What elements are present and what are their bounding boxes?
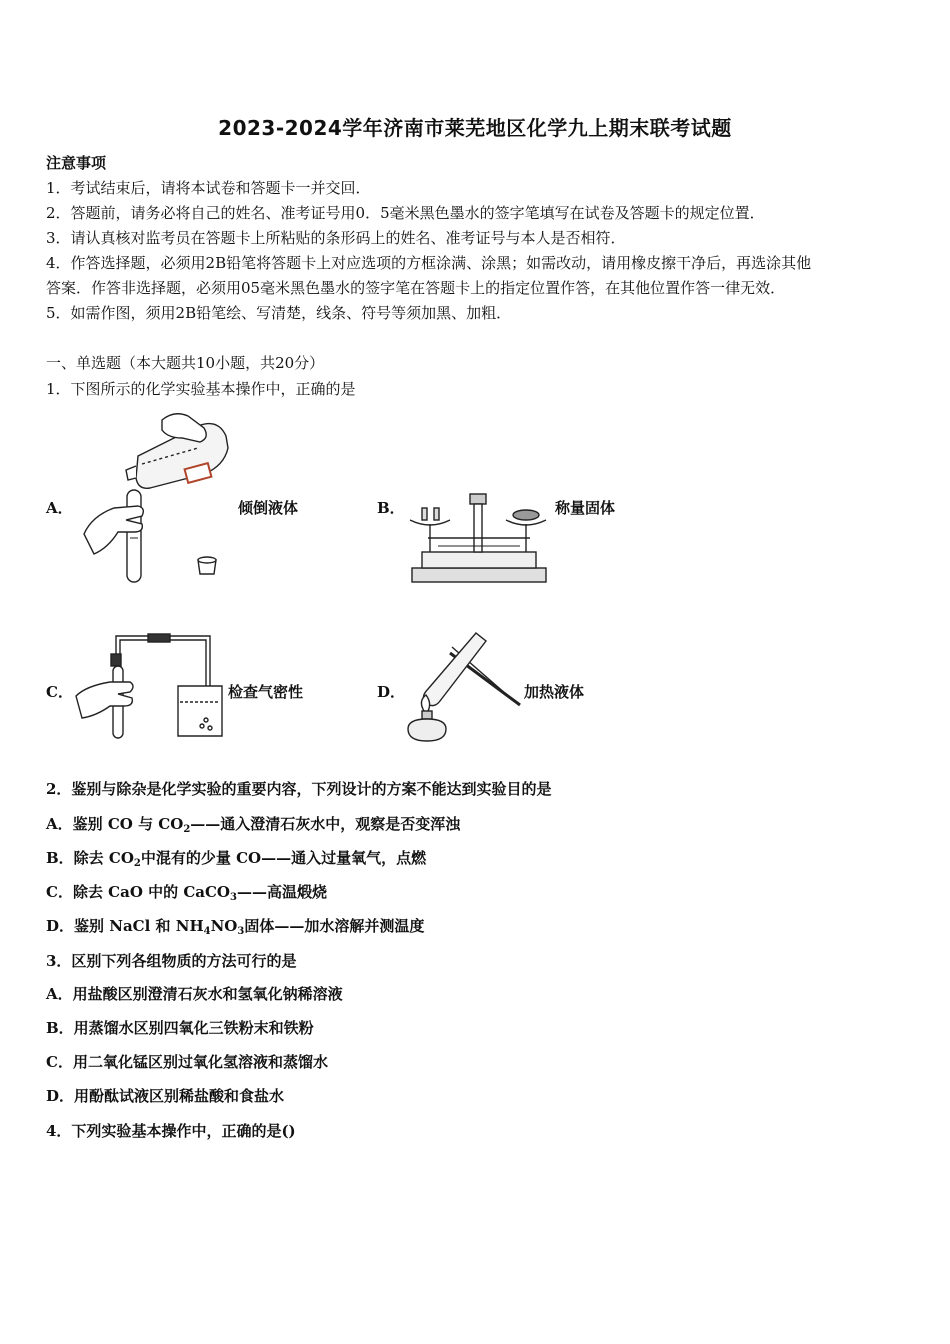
- option-caption-c: 检查气密性: [228, 683, 304, 701]
- question-stem: 1．下图所示的化学实验基本操作中，正确的是: [46, 380, 356, 398]
- subscript: 3: [237, 926, 245, 937]
- option-text: 固体——加水溶解并测温度: [244, 917, 425, 935]
- emphasis-not: 不能: [416, 780, 447, 798]
- page-title: 2023-2024学年济南市莱芜地区化学九上期末联考试题: [218, 116, 732, 140]
- option-text: ——通入澄清石灰水中，观察是否变浑浊: [190, 815, 461, 833]
- notice-item: 2．答题前，请务必将自己的姓名、准考证号用0．5毫米黑色墨水的签字笔填写在试卷及答题卡的规定位置．: [46, 204, 765, 222]
- option-text: A．鉴别 CO 与 CO: [46, 815, 184, 833]
- subscript: 2: [133, 858, 141, 869]
- option-caption-b: 称量固体: [555, 499, 616, 517]
- balance-scale-illustration: [408, 490, 550, 585]
- option-item: [46, 847, 426, 868]
- option-text: NO: [210, 917, 238, 935]
- notice-item: 答案．作答非选择题，必须用05毫米黑色墨水的签字笔在答题卡上的指定位置作答，在其他位置作答一律无效．: [46, 279, 786, 297]
- option-text: D．鉴别 NaCl 和 NH: [46, 917, 204, 935]
- option-item: [46, 813, 460, 834]
- heating-liquid-illustration: [402, 625, 524, 745]
- notice-item: 1．考试结束后，请将本试卷和答题卡一并交回．: [46, 179, 371, 197]
- subscript: 2: [183, 824, 191, 835]
- option-label-d: D．: [377, 683, 406, 701]
- option-item: C．用二氧化锰区别过氧化氢溶液和蒸馏水: [46, 1053, 328, 1071]
- notice-item: 3．请认真核对监考员在答题卡上所粘贴的条形码上的姓名、准考证号与本人是否相符．: [46, 229, 626, 247]
- option-text: ——高温煅烧: [236, 883, 327, 901]
- question-stem-part: 2．鉴别与除杂是化学实验的重要内容，下列设计的方案: [46, 780, 417, 798]
- subscript: 4: [203, 926, 211, 937]
- option-item: B．用蒸馏水区别四氧化三铁粉末和铁粉: [46, 1019, 314, 1037]
- question-stem-part: 达到实验目的是: [446, 780, 552, 798]
- airtightness-check-illustration: [74, 630, 226, 742]
- question-stem: [46, 778, 551, 799]
- option-caption-a: 倾倒液体: [238, 499, 299, 517]
- option-text: B．除去 CO: [46, 849, 134, 867]
- option-caption-d: 加热液体: [524, 683, 585, 701]
- option-label-a: A．: [46, 499, 73, 517]
- notice-item: 5．如需作图，须用2B铅笔绘、写清楚，线条、符号等须加黑、加粗．: [46, 304, 512, 322]
- option-label-b: B．: [377, 499, 405, 517]
- section-heading: 一、单选题（本大题共10小题，共20分）: [46, 354, 325, 372]
- option-text: C．除去 CaO 中的 CaCO: [46, 883, 230, 901]
- pouring-liquid-illustration: [78, 408, 238, 588]
- notice-item: 4．作答选择题，必须用2B铅笔将答题卡上对应选项的方框涂满、涂黑；如需改动，请用橡皮擦干净后，再选涂其他: [46, 254, 812, 272]
- option-text: 中混有的少量 CO——通入过量氧气，点燃: [140, 849, 427, 867]
- option-label-c: C．: [46, 683, 73, 701]
- option-item: [46, 881, 327, 902]
- question-stem: 4．下列实验基本操作中，正确的是(): [46, 1122, 296, 1140]
- option-item: A．用盐酸区别澄清石灰水和氢氧化钠稀溶液: [46, 985, 343, 1003]
- notice-heading: 注意事项: [46, 154, 107, 172]
- option-item: D．用酚酞试液区别稀盐酸和食盐水: [46, 1087, 285, 1105]
- subscript: 3: [230, 892, 237, 903]
- option-item: [46, 915, 424, 936]
- question-stem: 3．区别下列各组物质的方法可行的是: [46, 952, 297, 970]
